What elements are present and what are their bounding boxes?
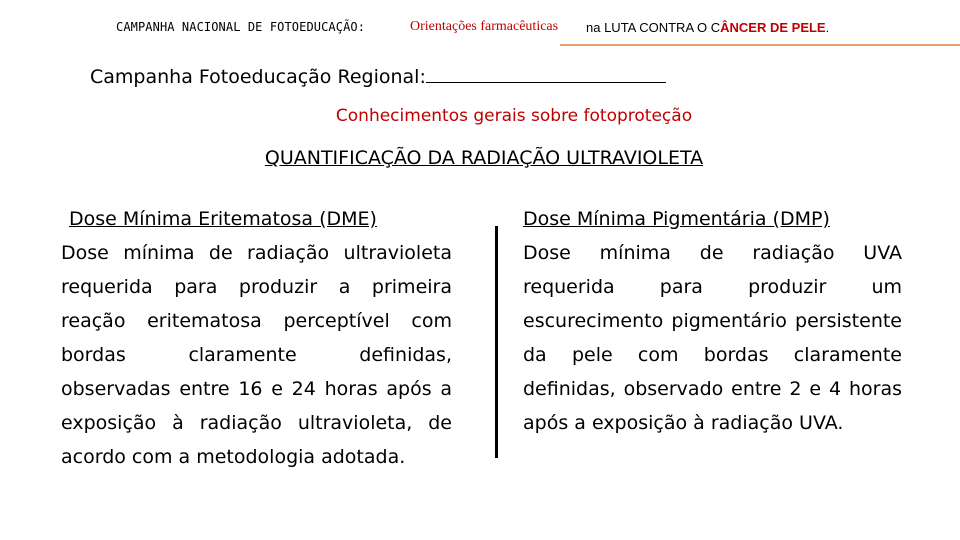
regional-label: Campanha Fotoeducação Regional: xyxy=(90,66,426,88)
dme-heading: Dose Mínima Eritematosa (DME) xyxy=(69,208,377,230)
context-suffix: . xyxy=(825,20,830,35)
campaign-label: CAMPANHA NACIONAL DE FOTOEDUCAÇÃO: xyxy=(116,20,366,34)
regional-blank-field xyxy=(426,64,666,83)
page-title: QUANTIFICAÇÃO DA RADIAÇÃO ULTRAVIOLETA xyxy=(264,147,704,169)
dmp-heading: Dose Mínima Pigmentária (DMP) xyxy=(523,208,830,230)
regional-campaign-line xyxy=(90,64,666,88)
dmp-column xyxy=(523,202,902,440)
context-label xyxy=(586,20,829,35)
header-rule xyxy=(560,44,960,46)
dme-column xyxy=(61,202,452,474)
subtitle: Conhecimentos gerais sobre fotoproteção xyxy=(335,106,693,126)
header-bar xyxy=(0,18,960,42)
topic-label: Orientações farmacêuticas xyxy=(410,19,559,34)
context-prefix: na LUTA CONTRA O C xyxy=(586,20,721,35)
dme-definition: Dose mínima de radiação ultravioleta requerida para produzir a primeira reação eritematosa perceptível com bordas claramente definidas, observadas entre 16 e 24 horas após a exposição à radiação ultravioleta, de acordo com a metodologia adotada. xyxy=(61,242,452,468)
context-highlight: ÂNCER DE PELE xyxy=(720,20,826,35)
column-divider xyxy=(495,226,498,458)
dmp-definition: Dose mínima de radiação UVA requerida para produzir um escurecimento pigmentário persistente da pele com bordas claramente definidas, observado entre 2 e 4 horas após a exposição à radiação UVA. xyxy=(523,242,902,434)
